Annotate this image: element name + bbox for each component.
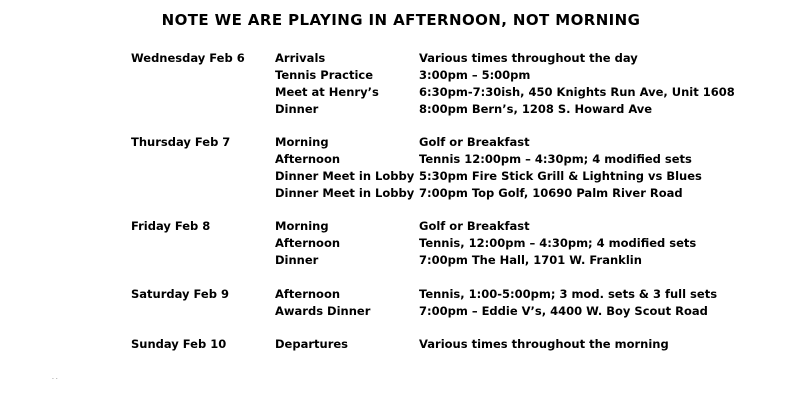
event-label: Dinner Meet in Lobby (275, 186, 415, 200)
schedule-row (0, 186, 802, 203)
event-label: Dinner Meet in Lobby (275, 169, 415, 183)
day-label: Friday Feb 8 (131, 219, 211, 233)
event-details: Tennis 12:00pm – 4:30pm; 4 modified sets (419, 152, 692, 166)
footer-mark: . . (52, 374, 58, 381)
event-label: Arrivals (275, 51, 326, 65)
event-details: Tennis, 12:00pm – 4:30pm; 4 modified sets (419, 236, 697, 250)
schedule-row (0, 68, 802, 85)
event-label: Dinner (275, 253, 319, 267)
schedule-row (0, 337, 802, 354)
day-label: Thursday Feb 7 (131, 135, 231, 149)
schedule-row (0, 236, 802, 253)
day-label: Sunday Feb 10 (131, 337, 227, 351)
event-label: Morning (275, 219, 329, 233)
event-details: 8:00pm Bern’s, 1208 S. Howard Ave (419, 102, 653, 116)
day-label: Saturday Feb 9 (131, 287, 229, 301)
day-label: Wednesday Feb 6 (131, 51, 245, 65)
event-label: Tennis Practice (275, 68, 374, 82)
event-label: Afternoon (275, 287, 341, 301)
page-title: NOTE WE ARE PLAYING IN AFTERNOON, NOT MORNING (161, 11, 641, 29)
schedule-row (0, 169, 802, 186)
schedule-row (0, 51, 802, 68)
event-details: 6:30pm-7:30ish, 450 Knights Run Ave, Unit 1608 (419, 85, 735, 99)
event-details: 3:00pm – 5:00pm (419, 68, 531, 82)
event-details: Golf or Breakfast (419, 135, 530, 149)
event-details: Golf or Breakfast (419, 219, 530, 233)
schedule-row (0, 287, 802, 304)
schedule-row (0, 152, 802, 169)
event-details: 7:00pm The Hall, 1701 W. Franklin (419, 253, 642, 267)
schedule-row (0, 135, 802, 152)
schedule-row (0, 253, 802, 270)
schedule-row (0, 304, 802, 321)
event-label: Awards Dinner (275, 304, 371, 318)
event-label: Meet at Henry’s (275, 85, 379, 99)
schedule-row (0, 219, 802, 236)
schedule-row (0, 102, 802, 119)
event-details: Tennis, 1:00-5:00pm; 3 mod. sets & 3 full sets (419, 287, 718, 301)
schedule-row (0, 85, 802, 102)
event-details: Various times throughout the day (419, 51, 638, 65)
event-label: Dinner (275, 102, 319, 116)
event-details: 7:00pm – Eddie V’s, 4400 W. Boy Scout Road (419, 304, 708, 318)
event-label: Afternoon (275, 236, 341, 250)
event-details: 7:00pm Top Golf, 10690 Palm River Road (419, 186, 683, 200)
event-label: Morning (275, 135, 329, 149)
event-label: Afternoon (275, 152, 341, 166)
event-details: Various times throughout the morning (419, 337, 669, 351)
event-label: Departures (275, 337, 349, 351)
event-details: 5:30pm Fire Stick Grill & Lightning vs Blues (419, 169, 702, 183)
